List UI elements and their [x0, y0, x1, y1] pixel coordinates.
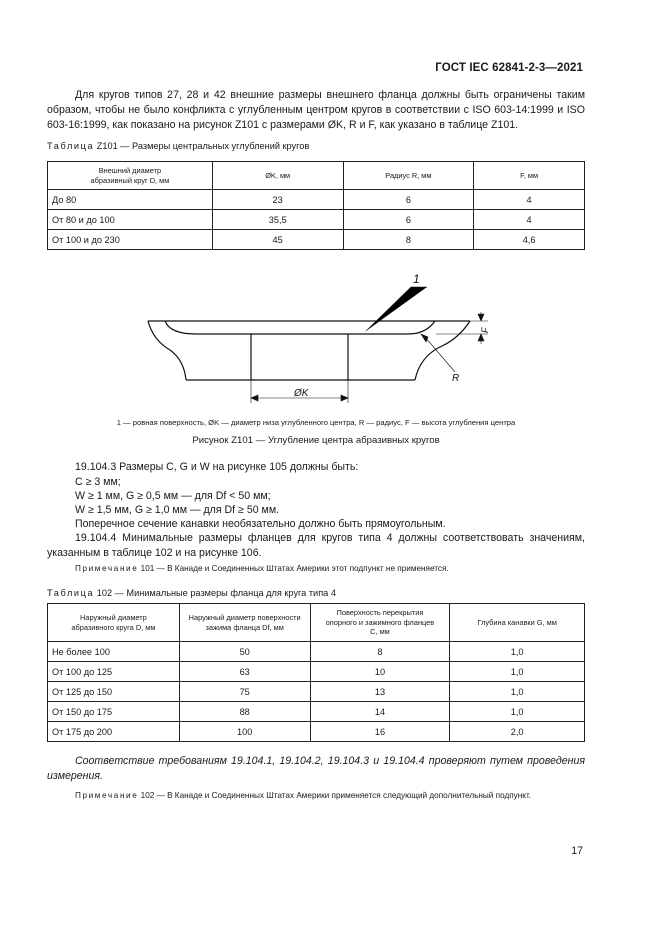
table-cell: 35,5 — [212, 210, 343, 230]
f-dimension-label: F — [480, 327, 490, 333]
note-text: 101 — В Канаде и Соединенных Штатах Америки этот подпункт не применяется. — [140, 564, 449, 573]
table-cell: 88 — [179, 702, 310, 722]
table-cell: 16 — [310, 722, 450, 742]
k-arrowhead-left — [251, 395, 258, 401]
wheel-left-wall — [148, 321, 186, 380]
table-title: 102 — Минимальные размеры фланца для круга типа 4 — [96, 588, 336, 598]
clause-19-104-3-line2: W ≥ 1 мм, G ≥ 0,5 мм — для Df < 50 мм; — [75, 490, 271, 502]
table-cell: 6 — [343, 190, 474, 210]
column-header: Наружный диаметр поверхности зажима фланца Df, мм — [179, 604, 310, 642]
table-cell: От 100 до 125 — [48, 662, 180, 682]
table-cell: Не более 100 — [48, 642, 180, 662]
table-cell: От 150 до 175 — [48, 702, 180, 722]
table-row — [48, 662, 585, 682]
table-cell: 6 — [343, 210, 474, 230]
page-number: 17 — [571, 845, 583, 857]
table-cell: 100 — [179, 722, 310, 742]
table-cell: От 175 до 200 — [48, 722, 180, 742]
note-label: Примечание — [75, 564, 139, 573]
table-row — [48, 682, 585, 702]
column-header: ØK, мм — [212, 162, 343, 190]
table-cell: 4,6 — [474, 230, 585, 250]
column-header: F, мм — [474, 162, 585, 190]
table-cell: 8 — [310, 642, 450, 662]
compliance-statement: Соответствие требованиям 19.104.1, 19.104.2, 19.104.3 и 19.104.4 проверяют путем проведения измерения. — [47, 755, 585, 782]
note-label: Примечание — [75, 791, 139, 800]
table-cell: 4 — [474, 190, 585, 210]
note-text: 102 — В Канаде и Соединенных Штатах Америки применяется следующий дополнительный подпункт. — [140, 791, 532, 800]
column-header: Глубина канавки G, мм — [450, 604, 585, 642]
r-arrowhead — [421, 334, 428, 342]
column-header: Поверхность перекрытия опорного и зажимного фланцев C, мм — [310, 604, 450, 642]
clause-19-104-3-intro: 19.104.3 Размеры C, G и W на рисунке 105 должны быть: — [75, 461, 359, 473]
table-cell: От 125 до 150 — [48, 682, 180, 702]
table-row — [48, 702, 585, 722]
clause-19-104-4: 19.104.4 Минимальные размеры фланцев для кругов типа 4 должны соответствовать значениям, указанным в таблице 102 и на рисунке 106. — [47, 532, 585, 559]
k-dimension-label: ØK — [294, 388, 309, 399]
table-cell: 75 — [179, 682, 310, 702]
table-cell: 63 — [179, 662, 310, 682]
column-header: Внешний диаметр абразивный круг D, мм — [48, 162, 213, 190]
table-row — [48, 230, 585, 250]
column-header: Радиус R, мм — [343, 162, 474, 190]
figure-z101-drawing — [0, 265, 661, 415]
column-header: Наружный диаметр абразивного круга D, мм — [48, 604, 180, 642]
table-cell: 8 — [343, 230, 474, 250]
note-101 — [75, 564, 449, 573]
recess-curve — [165, 321, 435, 334]
table-cell: 45 — [212, 230, 343, 250]
document-code: ГОСТ IEC 62841-2-3—2021 — [435, 62, 583, 74]
f-arrowhead-top — [478, 314, 484, 321]
table-cell: 50 — [179, 642, 310, 662]
table-row — [48, 722, 585, 742]
figure-caption: Рисунок Z101 — Углубление центра абразивных кругов — [192, 435, 440, 446]
r-dimension-label: R — [452, 373, 460, 384]
wheel-right-wall — [415, 321, 470, 380]
clause-19-104-3-line4: Поперечное сечение канавки необязательно должно быть прямоугольным. — [75, 518, 446, 530]
table-cell: До 80 — [48, 190, 213, 210]
figure-legend: 1 — ровная поверхность, ØK — диаметр низа углубленного центра, R — радиус, F — высота углубления центра — [116, 418, 516, 427]
table-cell: 1,0 — [450, 682, 585, 702]
table-cell: 4 — [474, 210, 585, 230]
table-header-row — [48, 162, 585, 190]
table-cell: От 80 и до 100 — [48, 210, 213, 230]
table-cell: От 100 и до 230 — [48, 230, 213, 250]
table-title: Z101 — Размеры центральных углублений кругов — [96, 141, 310, 151]
table-102 — [47, 603, 585, 742]
table-cell: 1,0 — [450, 702, 585, 722]
table-row — [48, 642, 585, 662]
f-arrowhead-bottom — [478, 334, 484, 341]
table-cell: 2,0 — [450, 722, 585, 742]
table-cell: 1,0 — [450, 662, 585, 682]
table-102-caption — [47, 588, 336, 598]
callout-1-label: 1 — [413, 272, 420, 286]
table-cell: 14 — [310, 702, 450, 722]
table-cell: 13 — [310, 682, 450, 702]
intro-paragraph: Для кругов типов 27, 28 и 42 внешние размеры внешнего фланца должны быть ограничены таким образом, чтобы не было конфликта с углубленным центром кругов в соответствии с ISO 603-14:1999 и ISO 603-16:1999, как показано на рисунок Z101 с размерами ØK, R и F, как указано в таблице Z101. — [47, 89, 585, 131]
table-label: Таблица — [47, 141, 95, 151]
table-row — [48, 190, 585, 210]
table-label: Таблица — [47, 588, 95, 598]
table-cell: 1,0 — [450, 642, 585, 662]
note-102 — [47, 789, 585, 802]
clause-19-104-3-line3: W ≥ 1,5 мм, G ≥ 1,0 мм — для Df ≥ 50 мм. — [75, 504, 280, 516]
table-header-row — [48, 604, 585, 642]
table-z101-caption — [47, 141, 309, 151]
k-arrowhead-right — [341, 395, 348, 401]
table-cell: 23 — [212, 190, 343, 210]
table-row — [48, 210, 585, 230]
table-z101 — [47, 161, 585, 250]
callout-1-leader — [366, 287, 427, 331]
table-cell: 10 — [310, 662, 450, 682]
clause-19-104-3-line1: C ≥ 3 мм; — [75, 476, 121, 488]
